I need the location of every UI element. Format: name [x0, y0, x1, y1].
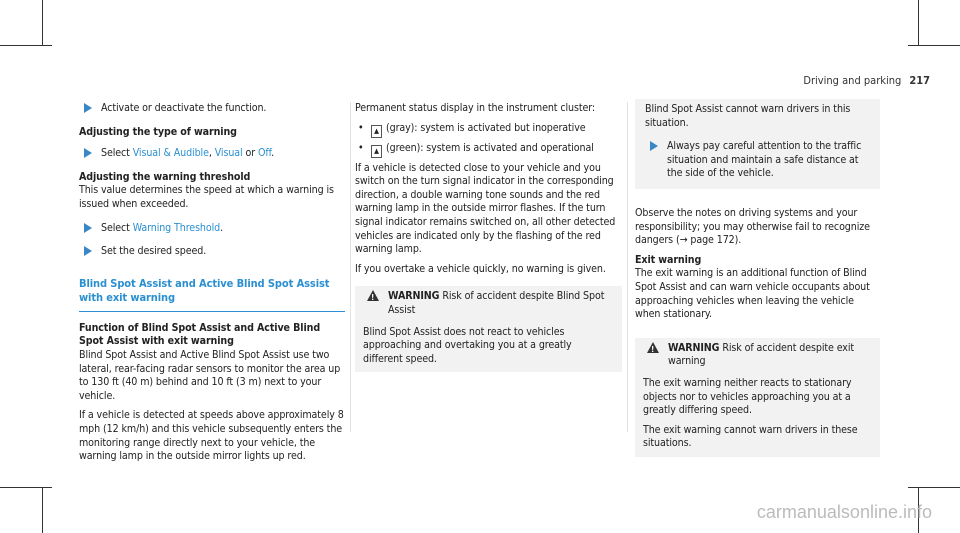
step-set-speed [79, 245, 345, 259]
paragraph: If a vehicle is detected at speeds above approximately 8 mph (12 km/h) and this vehicle subsequently enters the monitoring range directly next to your vehicle, the warning lamp in the outside mirror lights up red. [79, 409, 344, 463]
step-text: Always pay careful attention to the traffic situation and maintain a safe distance at the side of the vehicle. [667, 140, 862, 180]
warning-title-text: Risk of accident despite exit warning [668, 341, 855, 368]
step-arrow-icon [84, 148, 92, 158]
warning-title [643, 342, 872, 369]
column-1 [79, 102, 345, 470]
column-divider [350, 102, 351, 432]
list-item-text: (gray): system is activated but inoperative [386, 121, 586, 134]
warning-label: WARNING [388, 290, 440, 303]
step-text: Set the desired speed. [101, 245, 207, 258]
paragraph: Permanent status display in the instrument cluster: [355, 102, 596, 114]
paragraph: Blind Spot Assist and Active Blind Spot Assist use two lateral, rear-facing radar sensors to monitor the area up to 130 ft (40 m) behind and 10 ft (3 m) next to your vehicle. [79, 348, 341, 402]
column-divider [627, 102, 628, 432]
crop-mark [0, 45, 52, 46]
crop-mark [0, 487, 52, 488]
list-item [355, 122, 622, 138]
warning-body: The exit warning neither reacts to stationary objects nor to vehicles approaching you at a greatly differing speed. [643, 376, 852, 417]
step-arrow-icon [84, 246, 92, 256]
crop-mark [908, 45, 960, 46]
step-text: Activate or deactivate the function. [101, 102, 267, 114]
warning-icon [647, 342, 659, 353]
subheading: Adjusting the type of warning [79, 125, 237, 138]
menu-option-visual[interactable]: Visual [214, 147, 243, 160]
crop-mark [918, 0, 919, 46]
section-heading: Blind Spot Assist and Active Blind Spot Assist with exit warning [79, 277, 345, 312]
bullet: • [358, 121, 364, 134]
warning-title-text: Risk of accident despite Blind Spot Assist [388, 290, 605, 316]
step-text: Select [101, 221, 133, 234]
warning-body: Blind Spot Assist does not react to vehicles approaching and overtaking you at a greatly different speed. [363, 325, 572, 365]
step-arrow-icon [650, 141, 658, 151]
warning-box-continued [635, 99, 880, 189]
warning-body: The exit warning cannot warn drivers in these situations. [643, 423, 858, 450]
bullet: • [358, 141, 364, 154]
warning-body: Blind Spot Assist cannot warn drivers in this situation. [645, 103, 851, 129]
menu-option-warning-threshold[interactable]: Warning Threshold [132, 221, 221, 234]
menu-option-visual-audible[interactable]: Visual & Audible [132, 147, 209, 160]
list-item [355, 142, 622, 158]
paragraph [635, 207, 880, 248]
separator: or [242, 147, 258, 160]
warning-title [363, 290, 614, 317]
crop-mark [908, 487, 960, 488]
separator: , [208, 147, 215, 160]
subheading: Adjusting the warning threshold [79, 170, 251, 183]
paragraph: If you overtake a vehicle quickly, no warning is given. [355, 262, 606, 275]
column-3 [635, 102, 880, 457]
step-attention [645, 140, 870, 181]
column-2 [355, 102, 622, 372]
warning-label: WARNING [668, 341, 720, 354]
step-select-threshold [79, 222, 345, 236]
paragraph-text: Observe the notes on driving systems and your responsibility; you may otherwise fail to recognize dangers ( [635, 206, 870, 247]
page-header [0, 74, 930, 87]
crop-mark [42, 0, 43, 46]
menu-option-off[interactable]: Off [258, 147, 272, 160]
paragraph: This value determines the speed at which a warning is issued when exceeded. [79, 184, 334, 210]
step-arrow-icon [84, 103, 92, 113]
page-ref-arrow-icon: → [679, 234, 688, 247]
step-select-warning-type [79, 147, 345, 161]
paragraph: If a vehicle is detected close to your vehicle and you switch on the turn signal indicator in the corresponding direction, a double warning tone sounds and the red warning lamp in the outside mirror flashes. If the turn signal indicator remains switched on, all other detected vehicles are indicated only by the flashing of the red warning lamp. [355, 161, 616, 256]
list-item-text: (green): system is activated and operational [386, 141, 594, 154]
crop-mark [42, 487, 43, 533]
warning-box [635, 338, 880, 457]
watermark: carmanualsonline.info [756, 502, 932, 522]
separator: . [271, 147, 275, 160]
step-text: Select [101, 147, 133, 160]
section-title: Driving and parking [803, 74, 902, 87]
warning-icon [367, 290, 379, 301]
blind-spot-icon: ▲ [371, 125, 382, 138]
paragraph: The exit warning is an additional function of Blind Spot Assist and can warn vehicle occupants about approaching vehicles when leaving the vehicle when stationary. [635, 267, 870, 321]
blind-spot-icon: ▲ [371, 145, 382, 158]
subheading: Exit warning [635, 253, 702, 266]
step-activate [79, 102, 345, 116]
page-number: 217 [909, 74, 930, 87]
warning-box [355, 286, 622, 372]
subheading: Function of Blind Spot Assist and Active Blind Spot Assist with exit warning [79, 321, 321, 348]
separator: . [220, 221, 224, 234]
page-reference[interactable]: page 172). [687, 234, 742, 247]
step-arrow-icon [84, 223, 92, 233]
